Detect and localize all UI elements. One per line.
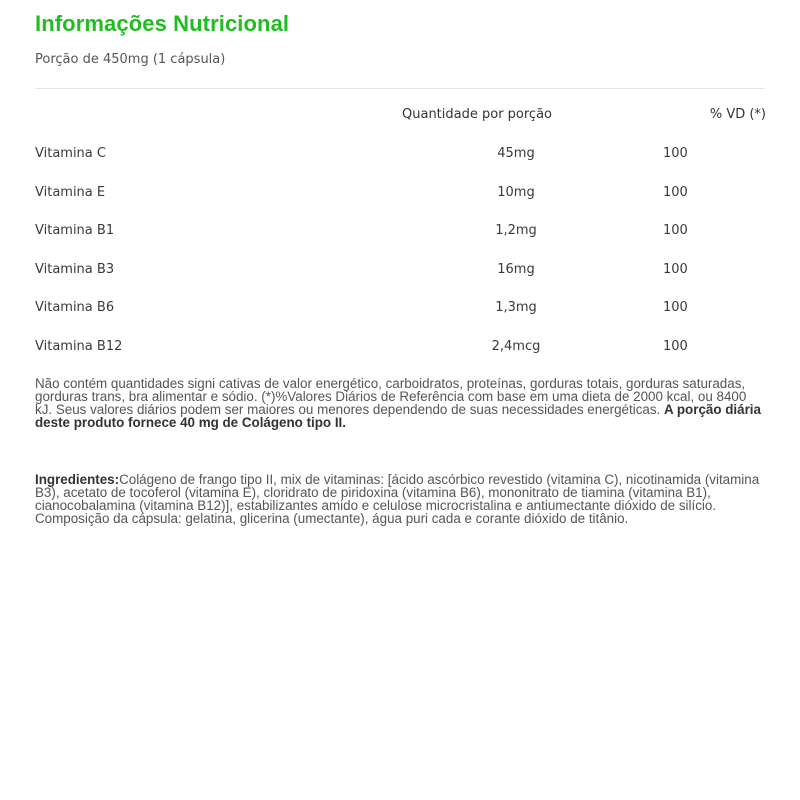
nutrient-vd: 100	[663, 223, 688, 238]
table-row	[35, 339, 765, 359]
nutrient-amount: 1,3mg	[495, 300, 537, 315]
table-row	[35, 300, 765, 320]
column-header-vd: % VD (*)	[709, 107, 766, 122]
serving-size: Porção de 450mg (1 cápsula)	[35, 52, 226, 67]
nutrient-vd: 100	[663, 146, 688, 161]
nutrient-name: Vitamina E	[35, 185, 106, 200]
nutrient-name: Vitamina B12	[35, 339, 123, 354]
nutrient-name: Vitamina C	[35, 146, 106, 161]
ingredients-section	[35, 473, 767, 525]
nutrient-name: Vitamina B1	[35, 223, 115, 238]
nutrient-amount: 45mg	[497, 146, 535, 161]
nutrient-name: Vitamina B6	[35, 300, 115, 315]
ingredients-text: Colágeno de frango tipo II, mix de vitaminas: [ácido ascórbico revestido (vitamina C), nicotinamida (vitamina B3), acetato de tocoferol (vitamina E), cloridrato de piridoxina (vitamina B6), mononitrato de tiamina (vitamina B1), cianocobalamina (vitamina B12)], estabilizantes amido e celulose microcristalina e antiumectante dióxido de silício. Composição da cápsula: gelatina, glicerina (umectante), água puri cada e corante dióxido de titânio.	[35, 472, 760, 526]
nutrient-amount: 2,4mcg	[491, 339, 541, 354]
nutrient-name: Vitamina B3	[35, 262, 115, 277]
header-divider	[35, 88, 765, 89]
nutrient-vd: 100	[663, 300, 688, 315]
column-header-quantity: Quantidade por porção	[402, 107, 553, 122]
table-row	[35, 223, 765, 243]
table-row	[35, 185, 765, 205]
ingredients-label: Ingredientes:	[35, 472, 120, 487]
notes-text: Não contém quantidades signi cativas de valor energético, carboidratos, proteínas, gorduras totais, gorduras saturadas, gorduras trans, bra alimentar e sódio. (*)%Valores Diários de Referência com base em uma dieta de 2000 kcal, ou 8400 kJ. Seus valores diários podem ser maiores ou menores dependendo de suas necessidades energéticas.	[35, 376, 747, 417]
table-row	[35, 262, 765, 282]
nutrient-amount: 16mg	[497, 262, 535, 277]
nutrient-amount: 10mg	[497, 185, 535, 200]
nutrient-vd: 100	[663, 339, 688, 354]
nutrient-amount: 1,2mg	[495, 223, 537, 238]
table-row	[35, 146, 765, 166]
nutrient-vd: 100	[663, 185, 688, 200]
nutrition-notes	[35, 377, 767, 429]
notes-highlight: A porção diária deste produto fornece 40 mg de Colágeno tipo II.	[35, 402, 761, 430]
page-title: Informações Nutricional	[35, 11, 290, 36]
nutrient-vd: 100	[663, 262, 688, 277]
